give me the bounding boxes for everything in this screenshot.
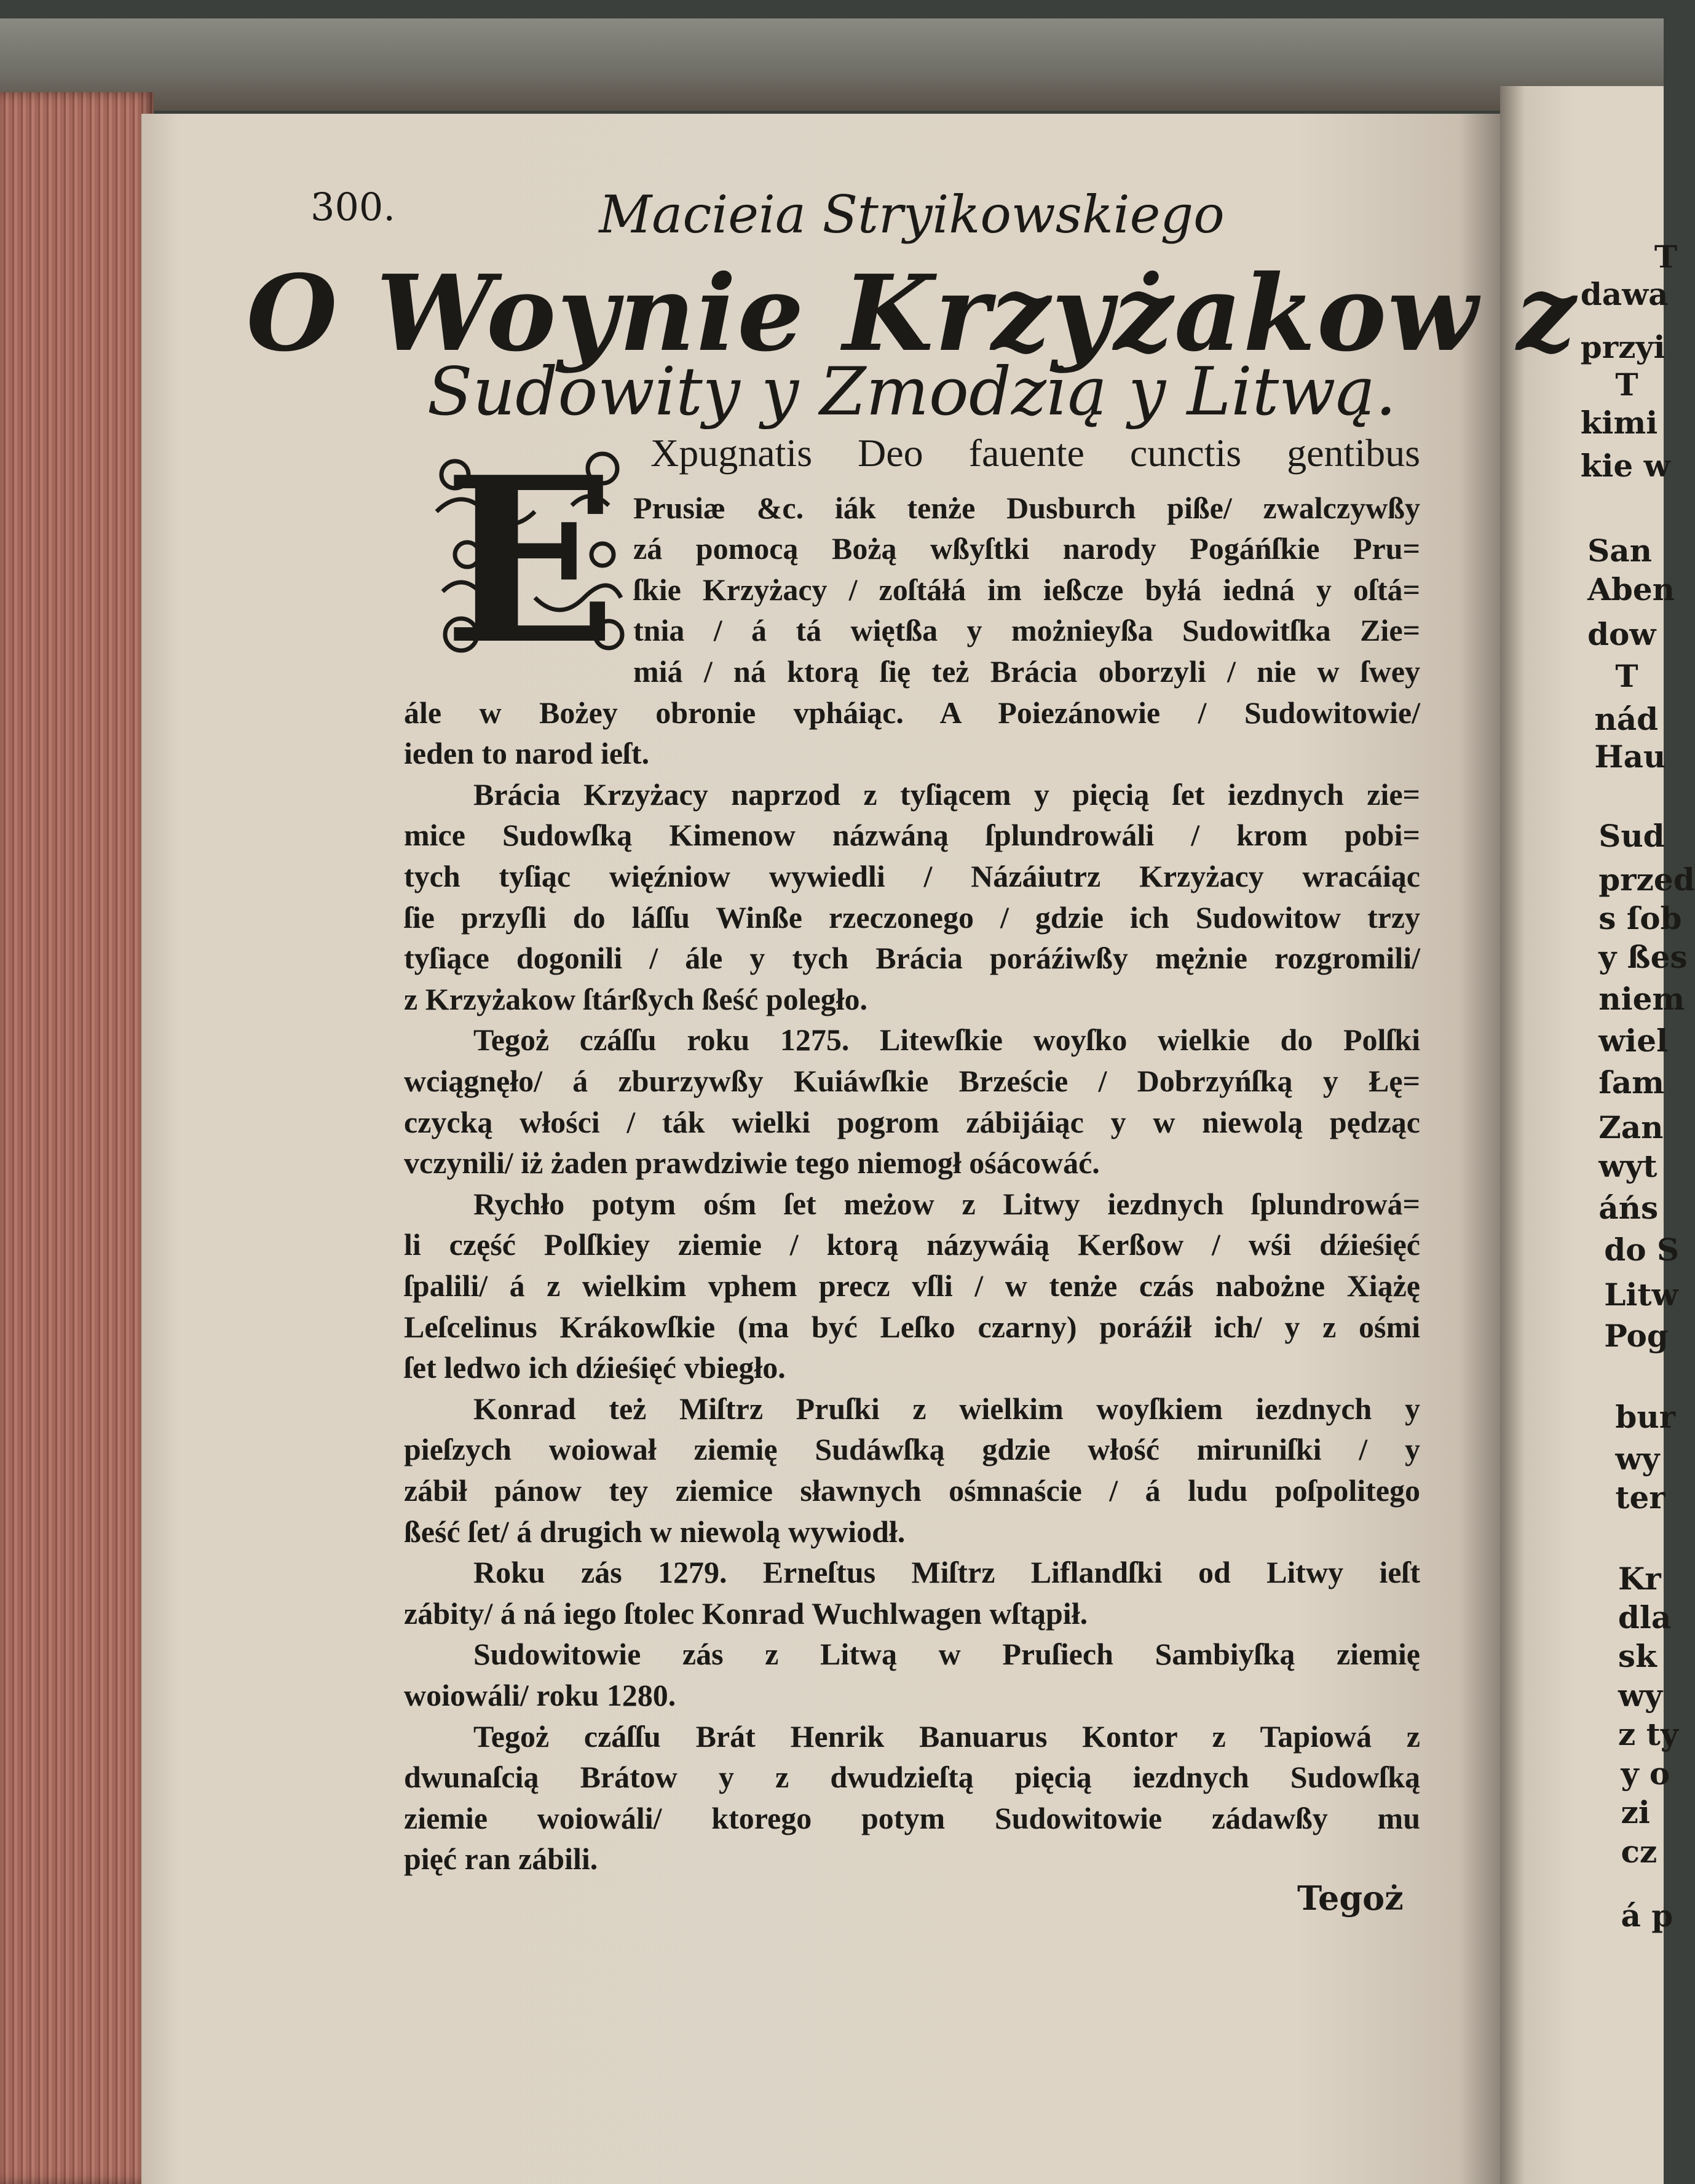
running-head: Macieia Stryikowskiego [599, 184, 1225, 245]
text-line: mice Sudowſką Kimenow názwáną ſplundrowáli / krom pobi= [404, 818, 1420, 853]
text-fragment: wy [1618, 1677, 1663, 1714]
text-fragment: dla [1618, 1599, 1672, 1636]
text-line: Brácia Krzyżacy naprzod z tyſiącem y pięcią ſet iezdnych zie= [473, 777, 1420, 812]
text-line: czycką włości / ták wielki pogrom zábijáiąc y w niewolą pędząc [404, 1104, 1420, 1139]
text-fragment: przed [1598, 861, 1695, 898]
text-fragment: niem [1598, 981, 1685, 1018]
text-fragment: ſam [1598, 1064, 1665, 1101]
text-line: ſpalili/ á z wielkim vphem precz vſli / w tenże czás nabożne Xiążę [404, 1268, 1420, 1303]
text-fragment: áńs [1598, 1190, 1659, 1227]
text-line: Tegoż czáſſu Brát Henrik Banuarus Kontor z Tapiowá z [473, 1719, 1420, 1754]
text-line: zá pomocą Bożą wßyſtki narody Pogáńſkie Pru= [633, 531, 1420, 566]
text-fragment: nád [1594, 701, 1659, 738]
text-line: Rychło potym ośm ſet meżow z Litwy iezdnych ſplundrowá= [473, 1186, 1420, 1221]
text-fragment: Pog [1604, 1318, 1669, 1355]
text-line: Konrad też Miſtrz Pruſki z wielkim woyſkiem iezdnych y [473, 1391, 1420, 1426]
text-fragment: kimi [1580, 404, 1658, 441]
text-fragment: z ty [1618, 1716, 1678, 1753]
text-fragment: wyt [1598, 1148, 1657, 1185]
text-fragment: Zan [1598, 1109, 1664, 1145]
text-fragment: ter [1615, 1479, 1665, 1516]
text-line: miá / ná ktorą ſię też Brácia oborzyli / nie w ſwey [633, 654, 1420, 689]
text-line: Xpugnatis Deo fauente cunctis gentibus [650, 431, 1420, 475]
text-line: ſet ledwo ich dźieśięć vbiegło. [404, 1350, 786, 1385]
text-fragment: Hau [1594, 738, 1666, 775]
text-line: Leſcelinus Krákowſkie (ma być Leſko czarny) poráźił ich/ y z ośmi [404, 1309, 1420, 1344]
text-line: pieſzych woiował ziemię Sudáwſką gdzie włość miruniſki / y [404, 1432, 1420, 1467]
text-fragment: cz [1621, 1833, 1657, 1870]
text-fragment: San [1587, 532, 1652, 569]
text-line: tyſiące dogonili / ále y tych Brácia poráźiwßy mężnie rozgromili/ [404, 941, 1420, 976]
text-line: ále w Bożey obronie vpháiąc. A Poiezánowie / Sudowitowie/ [404, 695, 1420, 730]
text-fragment: sk [1618, 1638, 1657, 1675]
text-fragment: dawa [1580, 276, 1669, 313]
text-line: Roku zás 1279. Erneſtus Miſtrz Liflandſki od Litwy ieſt [473, 1555, 1420, 1590]
text-line: vczynili/ iż żaden prawdziwie tego niemogł ośácowáć. [404, 1145, 1100, 1181]
text-line: li część Polſkiey ziemie / ktorą názywáią Kerßow / wśi dźieśięć [404, 1227, 1420, 1262]
text-line: pięć ran zábili. [404, 1842, 598, 1877]
text-fragment: wy [1615, 1440, 1660, 1477]
catchword: Tegoż [1297, 1878, 1404, 1918]
text-line: tych tyſiąc więźniow wywiedli / Názáiutrz Krzyżacy wracáiąc [404, 859, 1420, 893]
drop-cap-letter: E [443, 428, 617, 695]
text-fragment: á p [1621, 1897, 1673, 1934]
text-fragment: zi [1621, 1794, 1650, 1831]
text-fragment: wiel [1598, 1023, 1669, 1059]
text-fragment: s ſob [1598, 900, 1682, 936]
text-line: ßeść ſet/ á drugich w niewolą wywiodł. [404, 1514, 906, 1549]
text-line: z Krzyżakow ſtárßych ßeść poległo. [404, 981, 868, 1016]
book-cover [0, 18, 1664, 111]
text-fragment: Kr [1618, 1560, 1661, 1597]
text-line: zábił pánow tey ziemice sławnych ośmnaście / á ludu poſpolitego [404, 1473, 1420, 1508]
text-line: Sudowitowie zás z Litwą w Pruſiech Sambiyſką ziemię [473, 1637, 1420, 1672]
text-line: Prusiæ &c. iák tenże Dusburch piße/ zwalczywßy [633, 490, 1420, 525]
text-fragment: bur [1615, 1398, 1676, 1435]
chapter-subtitle: Sudowity y Zmodzią y Litwą. [427, 354, 1397, 430]
chapter-title: O Woynie Krzyżakow z [246, 252, 1578, 375]
text-fragment: kie w [1580, 447, 1670, 484]
text-line: Tegoż czáſſu roku 1275. Litewſkie woyſko wielkie do Polſki [473, 1023, 1420, 1058]
page-number: 300. [310, 184, 396, 229]
text-fragment: przyi [1580, 329, 1665, 366]
text-fragment: Litw [1604, 1276, 1678, 1313]
decorated-initial [424, 428, 636, 695]
text-fragment: y ßes [1598, 939, 1688, 976]
page-edges [0, 92, 154, 2184]
text-line: ſie przyſli do láſſu Winße rzeczonego / gdzie ich Sudowitow trzy [404, 900, 1420, 935]
text-line: zábity/ á ná iego ſtolec Konrad Wuchlwagen wſtąpił. [404, 1596, 1088, 1631]
text-fragment: dow [1587, 615, 1656, 652]
text-line: ziemie woiowáli/ ktorego potym Sudowitowie zádawßy mu [404, 1800, 1420, 1835]
text-line: tnia / á tá więtßa y możnieyßa Sudowitſka Zie= [633, 613, 1420, 648]
text-fragment: T [1615, 366, 1638, 403]
text-fragment: y o [1621, 1755, 1670, 1792]
text-line: ſkie Krzyżacy / zoſtáłá im ießcze byłá iedná y oſtá= [633, 572, 1420, 607]
text-line: wciągnęło/ á zburzywßy Kuiáwſkie Brzeście / Dobrzyńſką y Łę= [404, 1064, 1420, 1098]
text-fragment: T [1654, 239, 1678, 275]
text-line: ieden to narod ieſt. [404, 736, 650, 771]
text-line: woiowáli/ roku 1280. [404, 1678, 676, 1712]
text-fragment: Aben [1587, 571, 1675, 608]
text-fragment: T [1615, 657, 1638, 694]
text-fragment: do S [1604, 1232, 1680, 1268]
text-line: dwunaſcią Brátow y z dwudzieſtą pięcią iezdnych Sudowſką [404, 1760, 1420, 1795]
text-fragment: Sud [1598, 818, 1665, 855]
